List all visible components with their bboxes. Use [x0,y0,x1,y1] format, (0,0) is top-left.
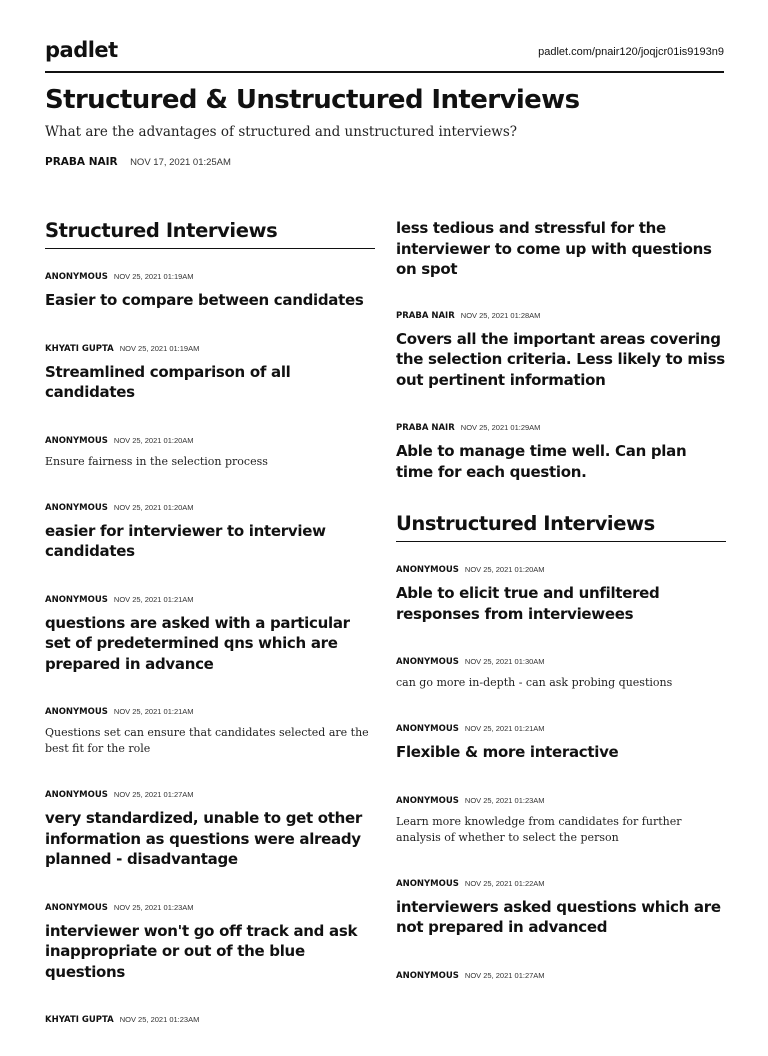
post-meta [396,308,726,322]
post-title: less tedious and stressful for the interviewer to come up with questions on spot [396,219,712,278]
post-title: questions are asked with a particular set of predetermined qns which are prepared in advance [45,613,350,673]
post-card[interactable] [396,308,726,391]
page-subtitle: What are the advantages of structured and unstructured interviews? [45,124,518,140]
post-author: ANONYMOUS [45,594,108,605]
post-title: Flexible & more interactive [396,743,619,761]
post-title: Streamlined comparison of all candidates [45,362,291,401]
post-body: can go more in-depth - can ask probing questions [396,676,673,689]
post-meta [396,968,726,982]
post-date: NOV 25, 2021 01:21AM [464,724,545,733]
post-author: ANONYMOUS [396,878,459,889]
post-date: NOV 25, 2021 01:21AM [113,707,194,716]
post-author: ANONYMOUS [45,707,108,717]
page-author-line [45,152,231,170]
post-author: KHYATI GUPTA [45,1015,114,1025]
post-title: Able to elicit true and unfiltered responses from interviewees [396,584,660,623]
post-date: NOV 25, 2021 01:20AM [113,502,194,512]
post-author: ANONYMOUS [45,902,108,913]
post-card[interactable] [45,269,375,311]
post-card-continued[interactable] [396,218,726,280]
post-title: very standardized, unable to get other information as questions were already planned - disadvantage [45,809,363,868]
post-date: NOV 25, 2021 01:28AM [460,310,541,320]
post-card[interactable] [396,876,726,938]
post-date: NOV 25, 2021 01:19AM [113,272,194,281]
post-author: ANONYMOUS [396,970,459,981]
post-author: PRABA NAIR [396,310,455,321]
post-title: interviewer won't go off track and ask inappropriate or out of the blue questions [45,921,358,981]
post-date: NOV 25, 2021 01:23AM [119,1015,200,1024]
page-author: PRABA NAIR [45,156,118,168]
post-card[interactable] [396,654,726,691]
post-author: ANONYMOUS [396,657,459,667]
post-date: NOV 25, 2021 01:23AM [113,902,194,912]
post-card[interactable] [396,420,726,482]
post-meta [45,269,375,283]
post-author: ANONYMOUS [396,724,459,734]
post-author: ANONYMOUS [396,795,459,806]
post-card[interactable] [396,793,726,846]
post-meta [396,562,726,576]
post-card[interactable] [396,562,726,624]
post-card[interactable] [45,433,375,470]
post-meta [45,592,375,606]
post-meta [396,654,726,668]
post-meta [396,793,726,807]
post-date: NOV 25, 2021 01:23AM [464,795,545,805]
page-date: NOV 17, 2021 01:25AM [130,157,231,168]
post-title: Able to manage time well. Can plan time for each question. [396,442,687,481]
post-title: easier for interviewer to interview candidates [45,521,326,560]
post-body: Questions set can ensure that candidates selected are the best fit for the role [45,726,369,755]
post-card[interactable] [396,721,726,763]
post-date: NOV 25, 2021 01:27AM [464,970,545,980]
post-date: NOV 25, 2021 01:27AM [113,790,194,799]
right-column [396,218,726,1012]
header-divider [45,71,724,73]
post-meta [45,341,375,355]
post-meta [45,704,375,718]
post-author: ANONYMOUS [396,565,459,575]
page-url[interactable]: padlet.com/pnair120/joqjcr01is9193n9 [538,46,724,58]
post-date: NOV 25, 2021 01:21AM [113,594,194,604]
post-title: interviewers asked questions which are not prepared in advanced [396,897,721,936]
post-card[interactable] [45,341,375,403]
post-author: ANONYMOUS [45,790,108,800]
post-date: NOV 25, 2021 01:22AM [464,878,545,888]
post-meta [396,721,726,735]
post-card[interactable] [45,592,375,675]
post-date: NOV 25, 2021 01:29AM [460,423,541,432]
post-author: ANONYMOUS [45,272,108,282]
post-date: NOV 25, 2021 01:19AM [119,343,200,353]
post-card[interactable] [45,900,375,983]
page-title: Structured & Unstructured Interviews [45,85,580,115]
post-title: Covers all the important areas covering the selection criteria. Less likely to miss out pertinent information [396,329,725,389]
post-card[interactable] [396,968,726,982]
post-author: ANONYMOUS [45,502,108,513]
post-author: KHYATI GUPTA [45,343,114,354]
post-meta [396,420,726,434]
post-card[interactable] [45,787,375,870]
post-meta [396,876,726,890]
post-author: PRABA NAIR [396,423,455,433]
post-meta [45,433,375,447]
section-heading-unstructured: Unstructured Interviews [396,512,726,542]
post-date: NOV 25, 2021 01:20AM [113,435,194,445]
post-card[interactable] [45,500,375,562]
post-meta [45,500,375,514]
post-card[interactable] [45,704,375,757]
post-body: Learn more knowledge from candidates for further analysis of whether to select the person [396,814,682,844]
post-title: Easier to compare between candidates [45,291,364,309]
section-heading-structured: Structured Interviews [45,219,375,249]
post-date: NOV 25, 2021 01:30AM [464,657,545,666]
post-meta [45,787,375,801]
post-date: NOV 25, 2021 01:20AM [464,565,545,574]
post-body: Ensure fairness in the selection process [45,454,268,468]
post-author: ANONYMOUS [45,435,108,446]
left-column [45,219,375,1056]
post-meta [45,900,375,914]
padlet-logo[interactable]: padlet [45,38,118,62]
